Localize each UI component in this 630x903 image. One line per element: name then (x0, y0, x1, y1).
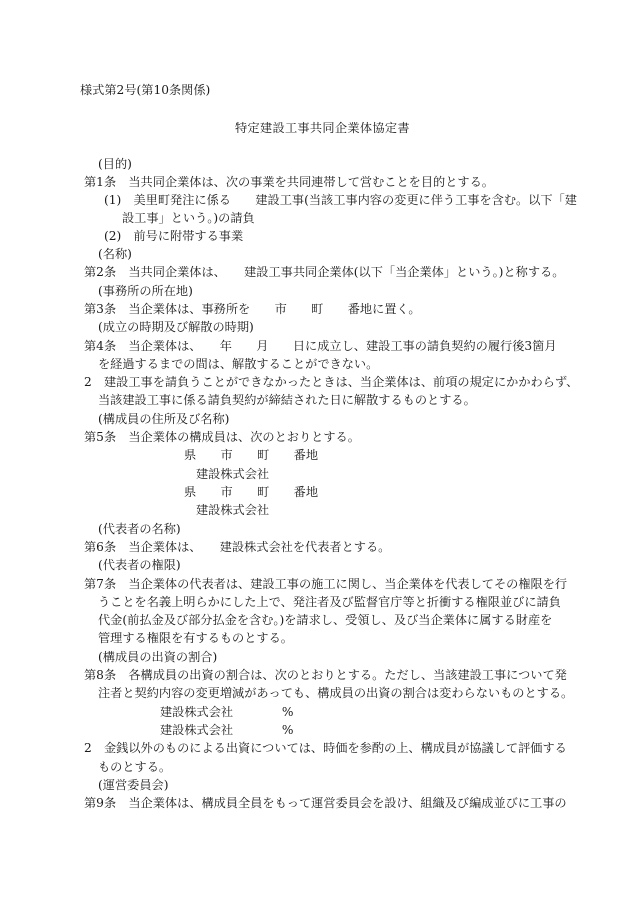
article-1-item-2: (2) 前号に附帯する事業 (104, 229, 244, 243)
article-6: 第6条 当企業体は、 建設株式会社を代表者とする。 (84, 540, 391, 554)
member-2-address: 県 市 町 番地 (184, 485, 319, 499)
heading-representative-authority: (代表者の権限) (98, 558, 181, 572)
heading-name: (名称) (98, 247, 132, 261)
heading-steering-committee: (運営委員会) (98, 778, 169, 792)
investment-member-1: 建設株式会社 % (160, 705, 294, 719)
article-4-cont: を経過するまでの間は、解散することができない。 (98, 357, 379, 371)
heading-purpose: (目的) (98, 157, 132, 171)
heading-representative-name: (代表者の名称) (98, 522, 181, 536)
article-2: 第2条 当共同企業体は、 建設工事共同企業体(以下「当企業体」という。)と称する。 (84, 265, 565, 279)
member-1-address: 県 市 町 番地 (184, 448, 319, 462)
form-number: 様式第2号(第10条関係) (80, 83, 211, 97)
article-7-cont-3: 管理する権限を有するものとする。 (98, 631, 293, 645)
member-1-name: 建設株式会社 (196, 467, 270, 481)
heading-office: (事務所の所在地) (98, 284, 193, 298)
article-4-para-2: 2 建設工事を請負うことができなかったときは、当企業体は、前項の規定にかかわらず、 (84, 375, 579, 389)
article-1-item-1: (1) 美里町発注に係る 建設工事(当該工事内容の変更に伴う工事を含む。以下「建 (104, 193, 577, 207)
article-7: 第7条 当企業体の代表者は、建設工事の施工に関し、当企業体を代表してその権限を行 (84, 577, 568, 591)
article-8-para-2: 2 金銭以外のものによる出資については、時価を参酌の上、構成員が協議して評価する (84, 741, 567, 755)
article-9: 第9条 当企業体は、構成員全員をもって運営委員会を設け、組織及び編成並びに工事の (84, 796, 567, 810)
member-2-name: 建設株式会社 (196, 503, 270, 517)
article-1-item-1-cont: 設工事」という。)の請負 (122, 211, 255, 225)
article-4-para-2-cont: 当該建設工事に係る請負契約が締結された日に解散するものとする。 (98, 393, 476, 407)
article-8: 第8条 各構成員の出資の割合は、次のとおりとする。ただし、当該建設工事について発 (84, 668, 567, 682)
article-5: 第5条 当企業体の構成員は、次のとおりとする。 (84, 430, 360, 444)
article-8-cont: 注者と契約内容の変更増減があっても、構成員の出資の割合は変わらないものとする。 (98, 686, 574, 700)
article-7-cont-1: うことを名義上明らかにした上で、発注者及び監督官庁等と折衝する権限並びに請負 (98, 595, 561, 609)
article-4: 第4条 当企業体は、 年 月 日に成立し、建設工事の請負契約の履行後3箇月 (84, 339, 557, 353)
article-7-cont-2: 代金(前払金及び部分払金を含む。)を請求し、受領し、及び当企業体に属する財産を (98, 613, 553, 627)
document-title: 特定建設工事共同企業体協定書 (235, 121, 410, 135)
investment-member-2: 建設株式会社 % (160, 723, 294, 737)
article-8-para-2-cont: ものとする。 (98, 760, 172, 774)
heading-members: (構成員の住所及び名称) (98, 412, 230, 426)
heading-establishment: (成立の時期及び解散の時期) (98, 320, 254, 334)
heading-investment-ratio: (構成員の出資の割合) (98, 650, 218, 664)
article-1: 第1条 当共同企業体は、次の事業を共同連帯して営むことを目的とする。 (84, 175, 494, 189)
article-3: 第3条 当企業体は、事務所を 市 町 番地に置く。 (84, 302, 421, 316)
